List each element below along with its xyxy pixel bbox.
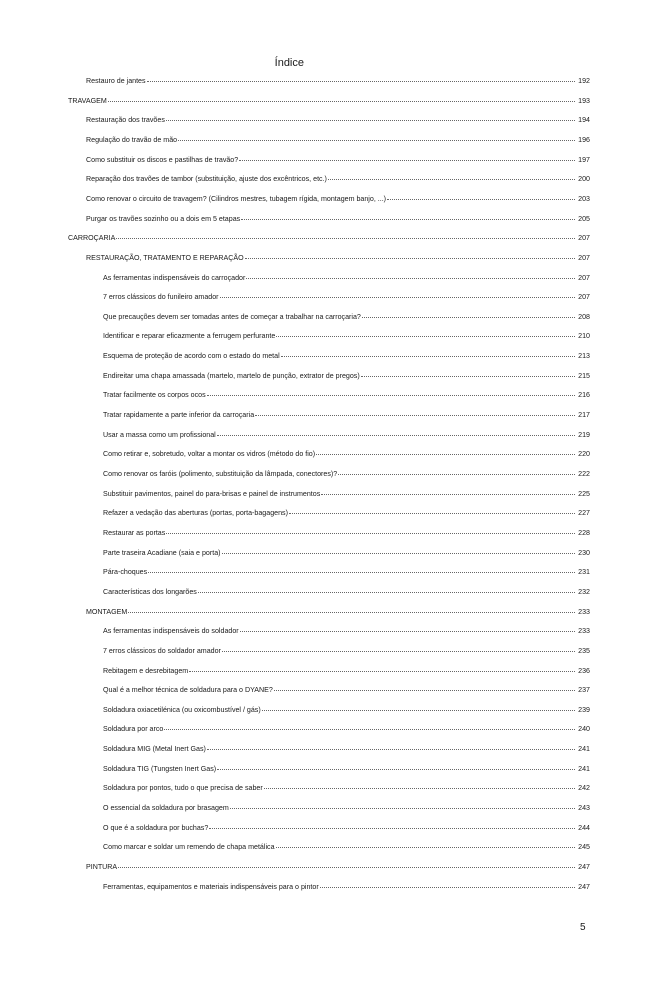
toc-entry-page: 210 — [578, 332, 590, 341]
toc-entry-page: 207 — [578, 293, 590, 302]
toc-entry-page: 207 — [578, 253, 590, 262]
toc-entry[interactable] — [103, 312, 590, 322]
toc-entry[interactable] — [103, 666, 590, 676]
toc-dot-leader — [362, 311, 575, 318]
toc-entry-title: Tratar rapidamente a parte inferior da carroçaria — [103, 411, 255, 420]
toc-dot-leader — [207, 743, 575, 750]
toc-entry[interactable] — [86, 194, 590, 204]
toc-dot-leader — [209, 822, 575, 829]
toc-entry-page: 222 — [578, 470, 590, 478]
toc-entry-page: 239 — [578, 705, 590, 714]
toc-entry[interactable] — [86, 155, 590, 165]
toc-dot-leader — [207, 389, 575, 396]
toc-entry-title: Rebitagem e desrebitagem — [103, 666, 189, 675]
toc-dot-leader — [338, 468, 575, 475]
toc-entry-page: 194 — [578, 116, 590, 125]
toc-entry-page: 217 — [578, 411, 590, 420]
toc-entry-page: 193 — [578, 96, 590, 105]
toc-entry[interactable] — [103, 882, 590, 892]
toc-dot-leader — [320, 881, 575, 888]
toc-entry-title: Soldadura MIG (Metal Inert Gas) — [103, 745, 206, 754]
toc-entry-page: 237 — [578, 686, 590, 695]
toc-entry[interactable] — [103, 351, 590, 361]
page-number: 5 — [580, 922, 586, 933]
toc-entry[interactable] — [103, 528, 590, 538]
toc-entry[interactable] — [103, 803, 590, 813]
toc-entry-title: Como substituir os discos e pastilhas de travão? — [86, 155, 239, 164]
toc-entry-title: PINTURA — [86, 863, 118, 871]
toc-entry-page: 241 — [578, 745, 590, 754]
toc-entry-page: 216 — [578, 391, 590, 400]
toc-entry-title: Como renovar os faróis (polimento, substituição da lâmpada, conectores)? — [103, 470, 338, 478]
toc-entry[interactable] — [86, 214, 590, 224]
toc-entry-title: Como retirar e, sobretudo, voltar a montar os vidros (método do fio) — [103, 450, 316, 459]
toc-entry-title: Restauro de jantes — [86, 77, 146, 85]
toc-entry[interactable] — [103, 744, 590, 754]
toc-dot-leader — [262, 704, 575, 711]
toc-dot-leader — [361, 370, 575, 377]
toc-entry-title: Reparação dos travões de tambor (substituição, ajuste dos excêntricos, etc.) — [86, 175, 327, 184]
toc-dot-leader — [328, 173, 575, 180]
toc-dot-leader — [289, 507, 575, 514]
toc-entry-title: 7 erros clássicos do funileiro amador — [103, 293, 219, 302]
toc-entry[interactable] — [86, 76, 590, 86]
toc-entry-page: 213 — [578, 352, 590, 361]
toc-dot-leader — [274, 684, 575, 691]
toc-entry-title: 7 erros clássicos do soldador amador — [103, 646, 221, 655]
toc-dot-leader — [118, 861, 575, 868]
toc-entry-page: 207 — [578, 273, 590, 282]
toc-entry-title: Usar a massa como um profissional — [103, 430, 216, 439]
toc-entry[interactable] — [103, 587, 590, 597]
toc-entry[interactable] — [103, 410, 590, 420]
toc-entry[interactable] — [103, 567, 590, 577]
toc-entry-page: 242 — [578, 784, 590, 793]
toc-entry[interactable] — [103, 292, 590, 302]
toc-entry[interactable] — [103, 842, 590, 852]
toc-entry-page: 207 — [578, 234, 590, 243]
toc-entry[interactable] — [103, 331, 590, 341]
toc-dot-leader — [189, 665, 575, 672]
toc-entry-page: 203 — [578, 194, 590, 203]
toc-entry-title: TRAVAGEM — [68, 96, 107, 105]
toc-entry[interactable] — [103, 783, 590, 793]
toc-entry-page: 236 — [578, 666, 590, 675]
toc-dot-leader — [230, 802, 575, 809]
toc-entry-page: 232 — [578, 587, 590, 596]
toc-dot-leader — [166, 527, 575, 534]
toc-entry-page: 233 — [578, 607, 590, 616]
toc-entry-page: 241 — [578, 764, 590, 773]
toc-entry-page: 200 — [578, 175, 590, 184]
toc-entry-title: Soldadura oxiacetilénica (ou oxicombustível / gás) — [103, 705, 261, 714]
toc-entry-title: Substituir pavimentos, painel do para-brisas e painel de instrumentos — [103, 489, 321, 498]
toc-entry-page: 244 — [578, 823, 590, 832]
toc-entry-page: 235 — [578, 646, 590, 655]
toc-entry-title: Como renovar o circuito de travagem? (Cilindros mestres, tubagem rígida, montagem banjo, ...) — [86, 194, 387, 203]
toc-entry-page: 197 — [578, 155, 590, 164]
toc-dot-leader — [281, 350, 575, 357]
toc-dot-leader — [276, 841, 575, 848]
toc-entry-page: 240 — [578, 725, 590, 734]
toc-dot-leader — [148, 566, 575, 573]
toc-entry[interactable] — [103, 724, 590, 734]
toc-entry[interactable] — [103, 390, 590, 400]
toc-entry-page: 208 — [578, 312, 590, 321]
toc-entry-page: 196 — [578, 135, 590, 144]
toc-dot-leader — [316, 448, 575, 455]
toc-dot-leader — [166, 114, 575, 121]
toc-entry-title: As ferramentas indispensáveis do soldador — [103, 627, 239, 636]
toc-entry[interactable] — [86, 607, 590, 617]
toc-entry-title: Tratar facilmente os corpos ocos — [103, 391, 206, 400]
toc-entry-page: 247 — [578, 882, 590, 891]
toc-entry-page: 227 — [578, 509, 590, 518]
toc-entry[interactable] — [103, 273, 590, 283]
toc-entry-title: O essencial da soldadura por brasagem — [103, 804, 229, 813]
toc-dot-leader — [222, 547, 575, 554]
toc-dot-leader — [128, 606, 575, 613]
toc-dot-leader — [276, 330, 575, 337]
toc-dot-leader — [147, 75, 575, 82]
toc-entry-title: O que é a soldadura por buchas? — [103, 823, 209, 832]
toc-entry[interactable] — [103, 626, 590, 636]
toc-entry[interactable] — [103, 371, 590, 381]
toc-entry[interactable] — [103, 646, 590, 656]
toc-dot-leader — [164, 723, 575, 730]
toc-entry-title: Esquema de proteção de acordo com o estado do metal — [103, 352, 280, 361]
toc-entry-page: 231 — [578, 568, 590, 577]
toc-entry-page: 228 — [578, 528, 590, 537]
toc-entry-title: Que precauções devem ser tomadas antes de começar a trabalhar na carroçaria? — [103, 312, 361, 321]
toc-dot-leader — [255, 409, 575, 416]
toc-entry-page: 243 — [578, 804, 590, 813]
toc-entry-page: 220 — [578, 450, 590, 459]
toc-entry[interactable] — [103, 469, 590, 479]
toc-entry-title: Regulação do travão de mão — [86, 135, 178, 144]
toc-entry-title: CARROÇARIA — [68, 234, 116, 243]
page-title: Índice — [274, 57, 304, 69]
toc-dot-leader — [239, 154, 575, 161]
toc-dot-leader — [264, 782, 575, 789]
toc-entry-page: 225 — [578, 489, 590, 498]
toc-dot-leader — [108, 95, 575, 102]
toc-entry[interactable] — [103, 430, 590, 440]
toc-dot-leader — [222, 645, 575, 652]
toc-entry[interactable] — [103, 548, 590, 558]
toc-dot-leader — [116, 232, 575, 239]
toc-entry-page: 230 — [578, 548, 590, 557]
toc-entry-title: Purgar os travões sozinho ou a dois em 5 etapas — [86, 214, 241, 223]
toc-entry-title: Soldadura por arco — [103, 725, 164, 734]
toc-entry[interactable] — [86, 174, 590, 184]
toc-entry[interactable] — [103, 489, 590, 499]
toc-entry-title: Pára-choques — [103, 568, 148, 577]
toc-entry[interactable] — [86, 115, 590, 125]
toc-dot-leader — [217, 763, 575, 770]
toc-entry[interactable] — [68, 233, 590, 243]
toc-entry-page: 219 — [578, 430, 590, 439]
toc-entry[interactable] — [86, 253, 590, 263]
toc-dot-leader — [245, 252, 575, 259]
toc-entry[interactable] — [86, 862, 590, 872]
toc-entry-page: 247 — [578, 863, 590, 871]
toc-entry-title: As ferramentas indispensáveis do carroçador — [103, 273, 246, 282]
toc-entry-page: 192 — [578, 77, 590, 85]
toc-entry-title: RESTAURAÇÃO, TRATAMENTO E REPARAÇÃO — [86, 253, 244, 262]
toc-dot-leader — [241, 213, 575, 220]
toc-dot-leader — [178, 134, 575, 141]
toc-entry-page: 205 — [578, 214, 590, 223]
toc-entry-page: 245 — [578, 843, 590, 852]
toc-entry-title: Como marcar e soldar um remendo de chapa metálica — [103, 843, 275, 852]
toc-entry-page: 215 — [578, 371, 590, 380]
toc-entry[interactable] — [103, 685, 590, 695]
toc-dot-leader — [387, 193, 575, 200]
toc-entry-title: Restauração dos travões — [86, 116, 165, 125]
toc-entry[interactable] — [103, 449, 590, 459]
toc-entry-title: Identificar e reparar eficazmente a ferrugem perfurante — [103, 332, 276, 341]
toc-entry-title: Características dos longarões — [103, 587, 197, 596]
toc-entry-title: Parte traseira Acadiane (saia e porta) — [103, 548, 221, 557]
toc-entry[interactable] — [103, 705, 590, 715]
toc-dot-leader — [198, 586, 575, 593]
toc-entry[interactable] — [103, 823, 590, 833]
toc-entry-page: 233 — [578, 627, 590, 636]
toc-entry-title: MONTAGEM — [86, 607, 128, 616]
toc-entry[interactable] — [103, 764, 590, 774]
toc-dot-leader — [220, 291, 575, 298]
toc-dot-leader — [246, 272, 575, 279]
toc-entry-title: Qual é a melhor técnica de soldadura para o DYANE? — [103, 686, 273, 695]
toc-entry-title: Refazer a vedação das aberturas (portas, porta-bagagens) — [103, 509, 288, 518]
toc-entry-title: Ferramentas, equipamentos e materiais indispensáveis para o pintor — [103, 882, 319, 891]
toc-entry-title: Endireitar uma chapa amassada (martelo, martelo de punção, extrator de pregos) — [103, 371, 360, 380]
toc-dot-leader — [217, 429, 575, 436]
toc-entry-title: Restaurar as portas — [103, 528, 166, 537]
toc-dot-leader — [240, 625, 575, 632]
toc-entry[interactable] — [86, 135, 590, 145]
toc-entry-title: Soldadura por pontos, tudo o que precisa de saber — [103, 784, 263, 793]
toc-dot-leader — [321, 488, 575, 495]
toc-entry-title: Soldadura TIG (Tungsten Inert Gas) — [103, 764, 217, 773]
toc-entry[interactable] — [103, 508, 590, 518]
toc-entry[interactable] — [68, 96, 590, 106]
